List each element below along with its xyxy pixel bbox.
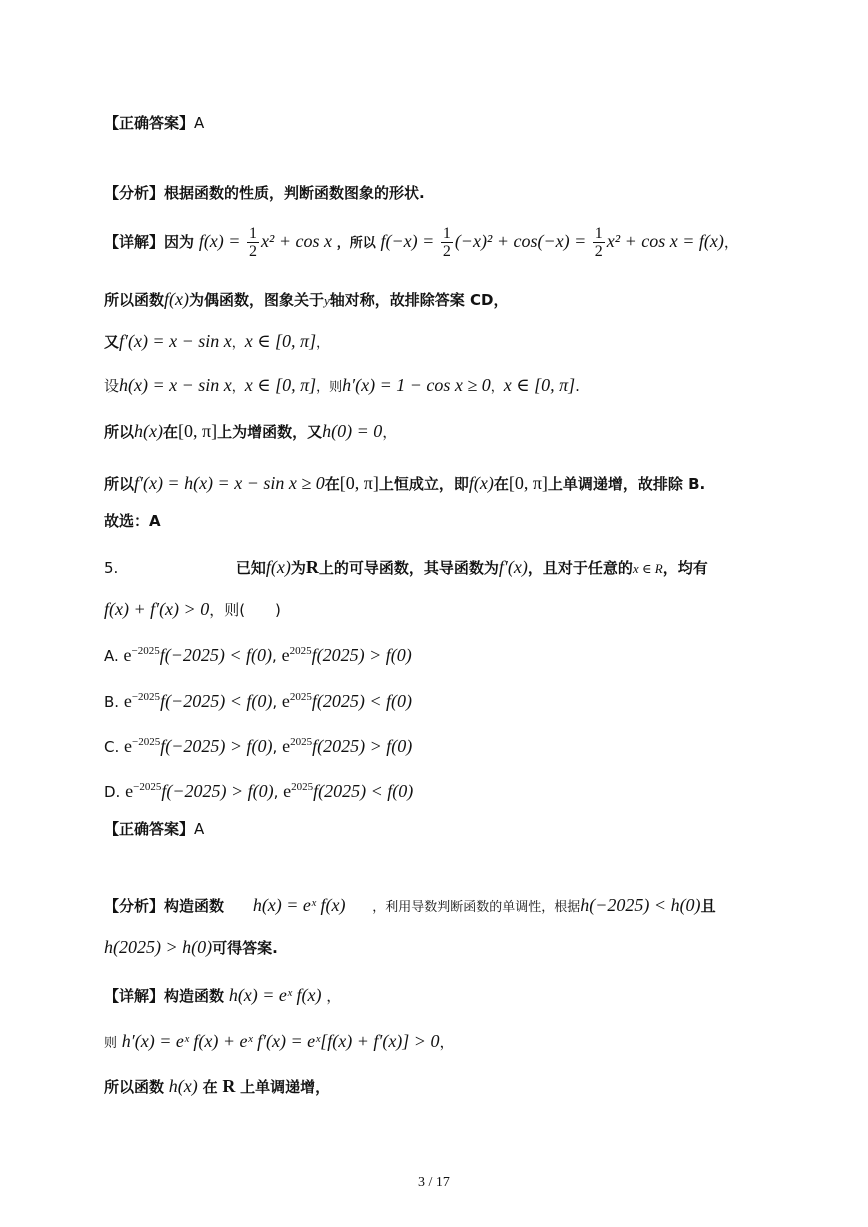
math: h′(x) = eˣ f(x) + eˣ f′(x) = eˣ[f(x) + f′(x)] > 0 xyxy=(121,1031,440,1051)
exp: 2025 xyxy=(289,645,312,657)
option-expr: f(2025) > f(0) xyxy=(312,736,413,756)
math: h(−2025) < h(0) xyxy=(580,895,701,915)
option-expr: $e^{2025}$ xyxy=(283,781,314,801)
option-expr: $e^{2025}$ xyxy=(281,645,312,665)
text: 可得答案. xyxy=(212,939,278,957)
analysis-line-3 xyxy=(104,936,278,959)
question-5-line-1 xyxy=(104,556,708,580)
math: h(2025) > h(0) xyxy=(104,937,213,957)
math-f-def-b: x² + cos x xyxy=(260,231,332,251)
answer-label: 【正确答案】 xyxy=(104,820,195,838)
comma: ， xyxy=(723,233,739,251)
math: [0, π] xyxy=(508,473,548,493)
math-f-neg-b: (−x)² + cos(−x) = xyxy=(454,231,591,251)
exp: 2025 xyxy=(289,691,312,703)
text: 构造函数 xyxy=(164,987,225,1005)
text: 上为增函数，又 xyxy=(217,423,323,441)
math: h(x) = x − sin x xyxy=(119,375,232,395)
math-f-def: f(x) = xyxy=(198,231,245,251)
text: 在 xyxy=(493,475,509,493)
analysis-line-2 xyxy=(104,894,716,919)
text: 构造函数 xyxy=(164,897,225,915)
math: y xyxy=(324,293,330,308)
text: 在 xyxy=(324,475,340,493)
option-expr: f(2025) < f(0) xyxy=(311,691,413,711)
text: 在 xyxy=(163,423,179,441)
answer-line-1 xyxy=(104,112,204,134)
math-f-neg-c: x² + cos x = f(x) xyxy=(606,231,724,251)
math: x ∈ [0, π] xyxy=(244,331,317,351)
option-expr: f(−2025) > f(0) xyxy=(161,781,274,801)
option-a: A. $e^{-2025}f(-2025) < f(0)$, $e^{2025}f(2025) > f(0)$ xyxy=(104,645,412,665)
text: . xyxy=(575,377,580,395)
analysis-label: 【分析】 xyxy=(104,897,165,915)
fraction-half xyxy=(441,225,453,260)
text: ， xyxy=(326,987,342,1005)
text: ， xyxy=(231,336,245,351)
exp: 2025 xyxy=(291,781,314,793)
math: h(x) = eˣ f(x) xyxy=(252,895,346,915)
math: f′(x) = h(x) = x − sin x ≥ 0 xyxy=(134,473,325,493)
text: 且 xyxy=(700,897,716,915)
text: 上的可导函数，其导函数为 xyxy=(318,559,499,577)
answer-label: 【正确答案】 xyxy=(104,114,195,132)
frac-num: 1 xyxy=(442,225,451,242)
detail-line-8 xyxy=(104,984,341,1007)
option-expr: $e^{-2025}$ xyxy=(123,691,161,711)
text: 轴对称，故排除答案 CD， xyxy=(329,291,509,309)
text: 所以 xyxy=(104,423,135,441)
option-expr: f(−2025) < f(0) xyxy=(160,691,273,711)
detail-line-3 xyxy=(104,330,329,355)
option-b: B. $e^{-2025}f(-2025) < f(0)$, $e^{2025}f(2025) < f(0)$ xyxy=(104,691,413,711)
text: 为 xyxy=(290,559,306,577)
text: 设 xyxy=(104,377,120,395)
exp: −2025 xyxy=(132,736,161,748)
option-key: A. xyxy=(104,647,119,665)
frac-den: 2 xyxy=(594,243,603,260)
detail-line-2 xyxy=(104,288,508,312)
frac-num: 1 xyxy=(248,225,257,242)
option-expr: $e^{-2025}$ xyxy=(123,645,160,665)
math-R: R xyxy=(222,1076,236,1096)
math: f′(x) xyxy=(498,557,528,577)
frac-den: 2 xyxy=(248,243,257,260)
text: 所以 xyxy=(104,475,135,493)
math: x ∈ [0, π] xyxy=(503,375,576,395)
text: 故选：A xyxy=(104,512,161,530)
math: f(x) xyxy=(468,473,494,493)
detail-text: ，所以 xyxy=(336,236,376,251)
question-5-line-2 xyxy=(104,598,281,621)
detail-line-10 xyxy=(104,1075,330,1098)
math: h(0) = 0 xyxy=(322,421,383,441)
text: ，则( ) xyxy=(209,601,281,619)
analysis-line-1 xyxy=(104,182,425,204)
option-expr: f(−2025) < f(0) xyxy=(159,645,273,665)
detail-line-9 xyxy=(104,1030,454,1055)
text: 则 xyxy=(104,1036,118,1051)
text: ， xyxy=(382,423,398,441)
text: ， xyxy=(490,380,504,395)
detail-line-5 xyxy=(104,420,397,443)
math: h(x) = eˣ f(x) xyxy=(228,985,322,1005)
math: h′(x) = 1 − cos x ≥ 0 xyxy=(342,375,491,395)
text: 又 xyxy=(104,333,120,351)
text: 已知 xyxy=(235,559,266,577)
detail-label: 【详解】 xyxy=(104,987,165,1005)
math: f(x) xyxy=(265,557,291,577)
text: 上单调递增，故排除 B. xyxy=(547,475,706,493)
answer-line-2 xyxy=(104,818,204,840)
text: ，均有 xyxy=(662,559,708,577)
text: 为偶函数，图象关于 xyxy=(189,291,325,309)
option-key: C. xyxy=(104,738,120,756)
exp: −2025 xyxy=(133,781,162,793)
text: 在 xyxy=(202,1078,218,1096)
option-expr: f(−2025) > f(0) xyxy=(160,736,273,756)
fraction-half xyxy=(247,225,259,260)
option-key: D. xyxy=(104,783,121,801)
option-expr: $e^{2025}$ xyxy=(282,736,313,756)
text: ， xyxy=(231,380,245,395)
math: x ∈ [0, π] xyxy=(244,375,317,395)
math: x ∈ R xyxy=(632,561,663,576)
math: f(x) xyxy=(164,289,189,309)
option-expr: f(2025) < f(0) xyxy=(313,781,414,801)
option-expr: $e^{-2025}$ xyxy=(125,781,162,801)
analysis-label: 【分析】 xyxy=(104,184,165,202)
math: f′(x) = x − sin x xyxy=(119,331,232,351)
text: ，则 xyxy=(316,380,343,395)
text: ，利用导数判断函数的单调性，根据 xyxy=(372,900,581,915)
frac-num: 1 xyxy=(594,225,603,242)
page-number: 3 / 17 xyxy=(418,1175,450,1190)
exp: 2025 xyxy=(290,736,313,748)
detail-text: 因为 xyxy=(164,233,195,251)
text: 上恒成立，即 xyxy=(378,475,469,493)
math: [0, π] xyxy=(339,473,379,493)
option-expr: $e^{2025}$ xyxy=(281,691,312,711)
fraction-half xyxy=(593,225,605,260)
detail-label: 【详解】 xyxy=(104,233,165,251)
text: ， xyxy=(316,336,330,351)
text: 所以函数 xyxy=(104,291,165,309)
option-expr: f(2025) > f(0) xyxy=(311,645,412,665)
math: f(x) + f′(x) > 0 xyxy=(104,599,210,619)
text: 上单调递增， xyxy=(240,1078,331,1096)
option-key: B. xyxy=(104,693,120,711)
text: ，且对于任意的 xyxy=(527,559,633,577)
frac-den: 2 xyxy=(442,243,451,260)
option-d: D. $e^{-2025}f(-2025) > f(0)$, $e^{2025}f(2025) < f(0)$ xyxy=(104,781,414,801)
detail-line-1 xyxy=(104,225,739,260)
answer-value: A xyxy=(194,114,205,132)
question-number: 5. xyxy=(104,559,119,577)
detail-line-6 xyxy=(104,472,705,495)
math-f-neg: f(−x) = xyxy=(380,231,439,251)
math: h(x) xyxy=(168,1076,198,1096)
math: [0, π] xyxy=(178,421,218,441)
answer-value: A xyxy=(194,820,205,838)
detail-line-7 xyxy=(104,510,161,532)
exp: −2025 xyxy=(131,691,161,703)
option-expr: $e^{-2025}$ xyxy=(124,736,161,756)
math: h(x) xyxy=(134,421,163,441)
option-c: C. $e^{-2025}f(-2025) > f(0)$, $e^{2025}f(2025) > f(0)$ xyxy=(104,736,413,756)
text: 所以函数 xyxy=(104,1078,165,1096)
math-R: R xyxy=(305,557,319,577)
text: ， xyxy=(439,1033,455,1051)
exp: −2025 xyxy=(131,645,160,657)
analysis-text: 根据函数的性质，判断函数图象的形状. xyxy=(164,184,425,202)
detail-line-4 xyxy=(104,374,580,399)
